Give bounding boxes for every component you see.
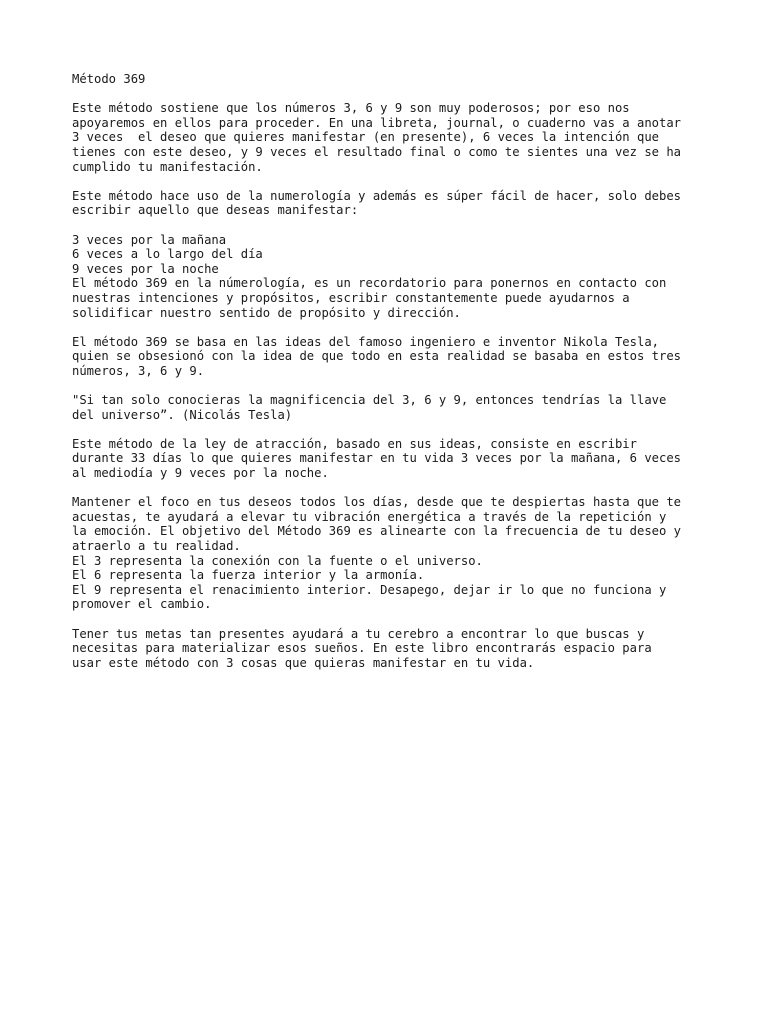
text-line: apoyaremos en ellos para proceder. En una libreta, journal, o cuaderno vas a anotar — [72, 115, 682, 130]
list-item: 9 veces por la noche — [72, 261, 219, 276]
text-line: "Si tan solo conocieras la magnificencia del 3, 6 y 9, entonces tendrías la llave — [72, 393, 667, 408]
text-line: atraerlo a tu realidad. — [72, 539, 241, 553]
text-line: El método 369 en la númerología, es un recordatorio para ponernos en contacto con — [72, 276, 667, 291]
paragraph-focus — [72, 495, 712, 612]
text-line: Este método de la ley de atracción, basado en sus ideas, consiste en escribir — [72, 436, 637, 451]
text-line: usar este método con 3 cosas que quieras manifestar en tu vida. — [72, 655, 535, 670]
text-line: El 6 representa la fuerza interior y la armonía. — [72, 568, 425, 583]
text-line: 3 veces el deseo que quieres manifestar (en presente), 6 veces la intención que — [72, 130, 659, 145]
text-line: Este método sostiene que los números 3, 6 y 9 son muy poderosos; por eso nos — [72, 101, 630, 116]
text-line: escribir aquello que deseas manifestar: — [72, 203, 359, 218]
list-item: 3 veces por la mañana — [72, 232, 227, 247]
text-line: Este método hace uso de la numerología y además es súper fácil de hacer, solo debes — [72, 188, 682, 203]
text-line: nuestras intenciones y propósitos, escribir constantemente puede ayudarnos a — [72, 290, 630, 305]
text-line: números, 3, 6 y 9. — [72, 363, 205, 378]
paragraph-schedule — [72, 233, 712, 321]
text-line: durante 33 días lo que quieres manifestar en tu vida 3 veces por la mañana, 6 veces — [72, 451, 682, 466]
text-line: solidificar nuestro sentido de propósito y dirección. — [72, 305, 461, 320]
text-line: tienes con este deseo, y 9 veces el resultado final o como te sientes una vez se ha — [72, 144, 682, 159]
text-line: El método 369 se basa en las ideas del famoso ingeniero e inventor Nikola Tesla, — [72, 334, 659, 349]
text-line: quien se obsesionó con la idea de que todo en esta realidad se basaba en estos tres — [72, 349, 682, 364]
paragraph-quote — [72, 393, 712, 422]
text-line: Tener tus metas tan presentes ayudará a tu cerebro a encontrar lo que buscas y — [72, 626, 645, 641]
paragraph-numerology — [72, 189, 712, 218]
list-item: 6 veces a lo largo del día — [72, 247, 263, 262]
text-line: del universo”. (Nicolás Tesla) — [72, 407, 293, 422]
text-line: El 3 representa la conexión con la fuente o el universo. — [72, 553, 483, 568]
text-line: promover el cambio. — [72, 597, 212, 612]
document-title: Método 369 — [72, 72, 146, 86]
text-line: acuestas, te ayudará a elevar tu vibración energética a través de la repetición y — [72, 509, 667, 524]
paragraph-intro — [72, 101, 712, 174]
paragraph-tesla — [72, 335, 712, 379]
text-line: al mediodía y 9 veces por la noche. — [72, 466, 329, 481]
document-body — [72, 72, 712, 685]
text-line: cumplido tu manifestación. — [72, 159, 263, 174]
paragraph-closing — [72, 627, 712, 671]
text-line: El 9 representa el renacimiento interior. Desapego, dejar ir lo que no funciona y — [72, 582, 667, 597]
text-line: necesitas para materializar esos sueños. En este libro encontrarás espacio para — [72, 641, 652, 656]
text-line: la emoción. El objetivo del Método 369 es alinearte con la frecuencia de tu deseo y — [72, 524, 682, 539]
text-line: Mantener el foco en tus deseos todos los días, desde que te despiertas hasta que te — [72, 495, 682, 510]
paragraph-law-of-attraction — [72, 437, 712, 481]
